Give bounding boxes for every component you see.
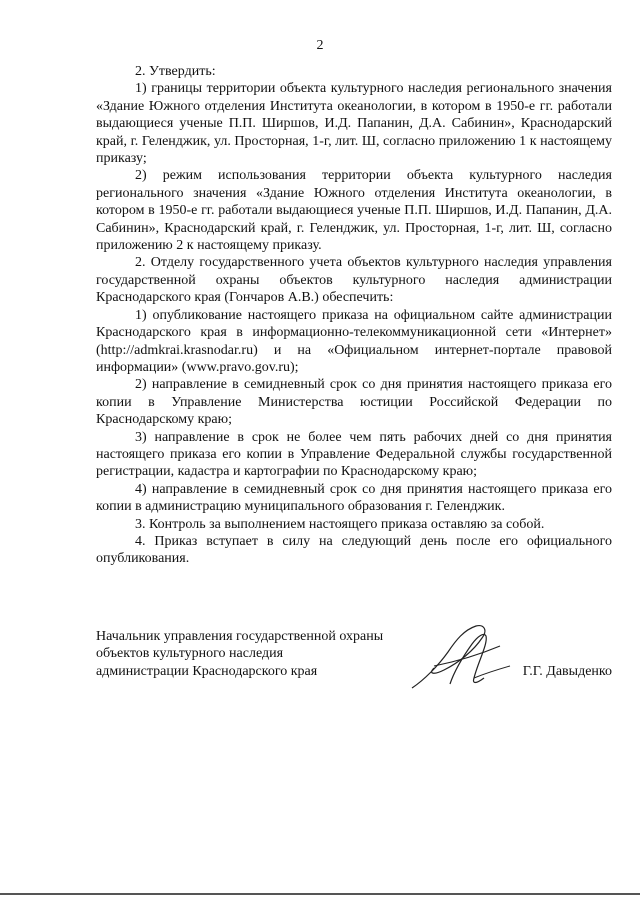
signatory-position-line: администрации Краснодарского края xyxy=(96,663,318,679)
document-body xyxy=(96,63,612,568)
paragraph-approve: 2. Утвердить: xyxy=(135,64,216,79)
signatory-position-line: объектов культурного наследия xyxy=(96,646,284,662)
paragraph-control: 3. Контроль за выполнением настоящего приказа оставляю за собой. xyxy=(135,516,545,532)
signature-block xyxy=(96,628,612,708)
signatory-name: Г.Г. Давыденко xyxy=(522,664,612,679)
paragraph-registration-service: 3) направление в срок не более чем пять рабочих дней со дня принятия настоящего приказа его копии в Управление Федеральной службы государственной регистрации, кадастра и картографии по Краснодарскому краю; xyxy=(96,429,612,480)
signatory-position-line: Начальник управления государственной охраны xyxy=(96,629,384,644)
paragraph-publication: 1) опубликование настоящего приказа на официальном сайте администрации Краснодарского края в информационно-телекоммуникационной сети «Интернет» (http://admkrai.krasnodar.ru) и на «Официальном интернет-портале правовой информации» (www.pravo.gov.ru); xyxy=(96,307,612,375)
paragraph-accounting-department: 2. Отделу государственного учета объектов культурного наследия управления государственной охраны объектов культурного наследия администрации Краснодарского края (Гончаров А.В.) обеспечить: xyxy=(96,255,612,306)
paragraph-entry-into-force: 4. Приказ вступает в силу на следующий день после его официального опубликования. xyxy=(96,533,612,567)
handwritten-signature xyxy=(404,622,514,694)
footer-divider xyxy=(0,893,640,895)
paragraph-municipality: 4) направление в семидневный срок со дня принятия настоящего приказа его копии в администрацию муниципального образования г. Геленджик. xyxy=(96,481,612,515)
page-number: 2 xyxy=(316,38,324,53)
paragraph-ministry-of-justice: 2) направление в семидневный срок со дня принятия настоящего приказа его копии в Управление Министерства юстиции Российской Федерации по Краснодарскому краю; xyxy=(96,377,612,428)
signatory-position xyxy=(96,628,383,680)
paragraph-territory-borders: 1) границы территории объекта культурного наследия регионального значения «Здание Южного отделения Института океанологии, в котором в 1950-е гг. работали выдающиеся ученые П.П. Ширшов, И.Д. Папанин, Д.А. Сабинин», Краснодарский край, г. Геленджик, ул. Просторная, 1-г, лит. Ш, согласно приложению 1 к настоящему приказу; xyxy=(96,81,612,167)
paragraph-usage-regime: 2) режим использования территории объекта культурного наследия регионального значения «Здание Южного отделения Института океанологии, в котором в 1950-е гг. работали выдающиеся ученые П.П. Ширшов, И.Д. Папанин, Д.А. Сабинин», Краснодарский край, г. Геленджик, ул. Просторная, 1-г, лит. Ш, согласно приложению 2 к настоящему приказу. xyxy=(96,168,612,254)
